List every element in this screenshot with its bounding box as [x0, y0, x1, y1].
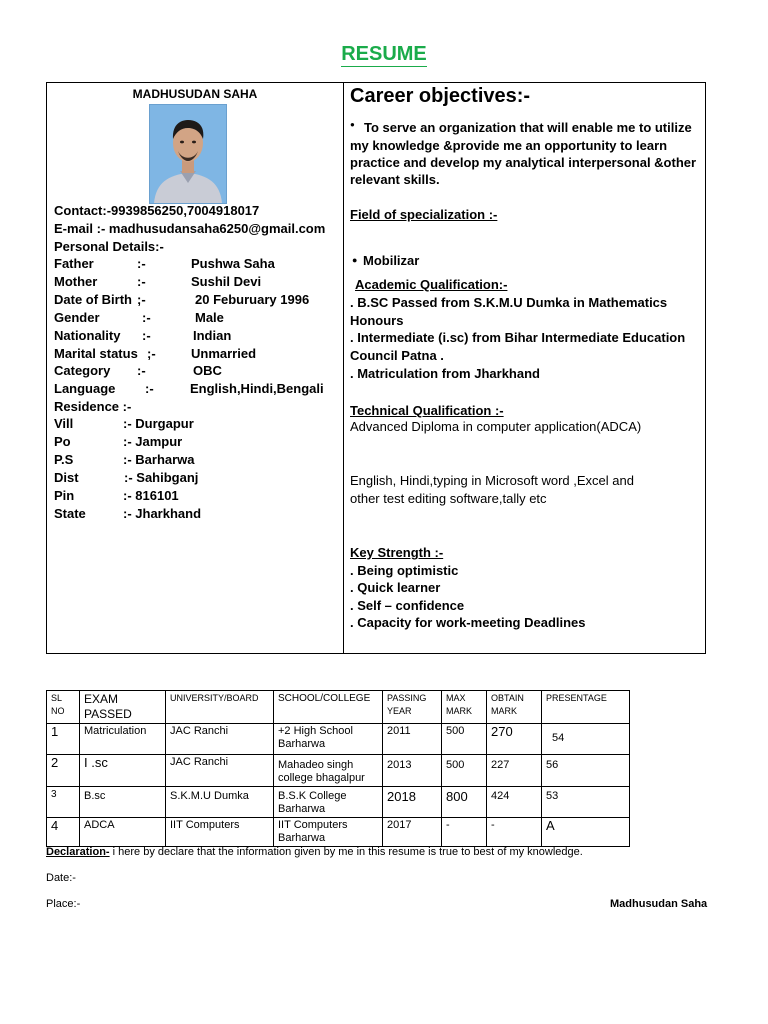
table-row — [47, 787, 630, 818]
strength-heading: Key Strength :- — [350, 545, 444, 560]
strength-item-4: . Capacity for work-meeting Deadlines — [350, 615, 586, 630]
academic-line-4: Council Patna . — [350, 348, 444, 363]
academic-line-3: . Intermediate (i.sc) from Bihar Intermediate Education — [350, 330, 686, 345]
cell-year: 2011 — [383, 724, 442, 755]
signature-name: Madhusudan Saha — [610, 898, 708, 910]
personal-separator: ;- — [137, 291, 146, 307]
residence-label-item: Po — [54, 433, 71, 449]
residence-value: :- Durgapur — [123, 416, 194, 431]
cell-school: B.S.K College Barharwa — [274, 787, 383, 818]
cell-sl: 1 — [47, 724, 80, 755]
cell-school: Mahadeo singh college bhagalpur — [274, 755, 383, 787]
career-objectives-heading: Career objectives:- — [350, 85, 531, 107]
declaration — [46, 846, 583, 858]
residence-value: :- Barharwa — [123, 451, 195, 467]
personal-label: Date of Birth — [54, 291, 132, 307]
strength-item-2: . Quick learner — [350, 580, 441, 595]
cell-school: IIT Computers Barharwa — [274, 818, 383, 847]
place-label: Place:- — [46, 898, 81, 910]
personal-value: 20 Feburuary 1996 — [195, 291, 310, 307]
academic-line-5: . Matriculation from Jharkhand — [350, 366, 540, 381]
residence-value: :- Jharkhand — [123, 505, 202, 521]
cell-board: S.K.M.U Dumka — [166, 787, 274, 818]
specialization-item: Mobilizar — [363, 253, 420, 268]
personal-value: Unmarried — [191, 345, 257, 361]
resume-title-text: RESUME — [341, 43, 427, 65]
skills-line-1: English, Hindi,typing in Microsoft word ,Excel and — [350, 473, 634, 488]
personal-value: Indian — [193, 327, 232, 343]
declaration-text: i here by declare that the information given by me in this resume is true to best of my knowledge. — [109, 846, 583, 858]
residence-value: :- 816101 — [123, 487, 179, 503]
cell-exam: Matriculation — [80, 724, 166, 755]
residence-label-item: Dist — [54, 469, 79, 485]
residence-value: :- Jampur — [123, 433, 183, 449]
residence-label-item: State — [54, 505, 86, 521]
technical-line: Advanced Diploma in computer application(ADCA) — [350, 419, 642, 434]
residence-label-item: Pin — [54, 487, 75, 503]
cell-percent: A — [542, 818, 630, 847]
career-line-4: relevant skills. — [350, 172, 440, 187]
personal-value: Sushil Devi — [191, 273, 262, 289]
profile-photo — [149, 104, 227, 204]
table-row — [47, 755, 630, 787]
candidate-name: MADHUSUDAN SAHA — [132, 87, 258, 101]
personal-label: Language — [54, 381, 116, 397]
cell-year: 2013 — [383, 755, 442, 787]
strength-item-1: . Being optimistic — [350, 563, 459, 578]
cell-max: 500 — [442, 724, 487, 755]
date-label: Date:- — [46, 872, 76, 884]
bullet-icon: ● — [350, 120, 355, 129]
personal-label: Category — [54, 363, 111, 379]
cell-percent: 54 — [542, 724, 630, 755]
header-percentage: PRESENTAGE — [542, 691, 630, 724]
personal-label: Gender — [54, 309, 100, 325]
personal-separator: :- — [142, 327, 151, 343]
personal-details-label: Personal Details:- — [54, 239, 164, 254]
cell-max: 500 — [442, 755, 487, 787]
cell-sl: 3 — [47, 787, 80, 818]
table-row — [47, 724, 630, 755]
academic-line-1: . B.SC Passed from S.K.M.U Dumka in Mathematics — [350, 295, 668, 310]
career-line-3: practice and develop my analytical interpersonal &other — [350, 155, 697, 170]
cell-year: 2018 — [383, 787, 442, 818]
personal-label: Father — [54, 256, 94, 271]
career-line-1: To serve an organization that will enable me to utilize — [364, 120, 692, 135]
contact-phone: Contact:-9939856250,7004918017 — [54, 203, 260, 218]
header-sl-no: SL NO — [47, 691, 80, 724]
cell-obtain: 424 — [487, 787, 542, 818]
residence-label-item: Vill — [54, 416, 74, 431]
personal-value: Pushwa Saha — [191, 256, 275, 271]
cell-exam: I .sc — [80, 755, 166, 787]
residence-value: :- Sahibganj — [124, 469, 199, 485]
skills-line-2: other test editing software,tally etc — [350, 491, 547, 506]
cell-obtain: - — [487, 818, 542, 847]
cell-school: +2 High School Barharwa — [274, 724, 383, 755]
cell-sl: 4 — [47, 818, 80, 847]
bullet-icon: ● — [352, 255, 358, 265]
cell-obtain: 270 — [487, 724, 542, 755]
header-exam-passed: EXAM PASSED — [80, 691, 166, 724]
declaration-label: Declaration- — [46, 846, 110, 858]
personal-separator: ;- — [147, 345, 156, 361]
strength-item-3: . Self – confidence — [350, 598, 465, 613]
education-table — [46, 690, 630, 847]
cell-percent: 53 — [542, 787, 630, 818]
technical-heading: Technical Qualification :- — [350, 403, 504, 418]
residence-label: Residence :- — [54, 399, 132, 414]
cell-year: 2017 — [383, 818, 442, 847]
cell-max: - — [442, 818, 487, 847]
personal-value: English,Hindi,Bengali — [190, 381, 324, 397]
header-university: UNIVERSITY/BOARD — [166, 691, 274, 724]
table-header-row — [47, 691, 630, 724]
personal-value: Male — [195, 309, 224, 325]
cell-board: IIT Computers — [166, 818, 274, 847]
header-school: SCHOOL/COLLEGE — [274, 691, 383, 724]
personal-label: Marital status — [54, 345, 138, 361]
personal-separator: :- — [137, 256, 146, 271]
personal-label: Mother — [54, 273, 98, 289]
contact-email: E-mail :- madhusudansaha6250@gmail.com — [54, 221, 326, 236]
personal-label: Nationality — [54, 327, 121, 343]
career-line-2: my knowledge &provide me an opportunity to learn — [350, 138, 668, 153]
resume-title — [0, 43, 768, 66]
personal-separator: :- — [145, 381, 154, 397]
cell-board: JAC Ranchi — [166, 724, 274, 755]
personal-separator: :- — [142, 309, 151, 325]
header-obtain-mark: OBTAIN MARK — [487, 691, 542, 724]
specialization-heading: Field of specialization :- — [350, 207, 498, 222]
column-divider — [343, 82, 344, 653]
table-row — [47, 818, 630, 847]
academic-line-2: Honours — [350, 313, 404, 328]
personal-value: OBC — [193, 363, 222, 379]
cell-obtain: 227 — [487, 755, 542, 787]
cell-max: 800 — [442, 787, 487, 818]
header-passing-year: PASSING YEAR — [383, 691, 442, 724]
residence-label-item: P.S — [54, 451, 74, 467]
header-max-mark: MAX MARK — [442, 691, 487, 724]
cell-exam: ADCA — [80, 818, 166, 847]
cell-percent: 56 — [542, 755, 630, 787]
cell-sl: 2 — [47, 755, 80, 787]
cell-exam: B.sc — [80, 787, 166, 818]
person-photo-icon — [150, 105, 226, 203]
cell-board: JAC Ranchi — [166, 755, 274, 787]
academic-heading: Academic Qualification:- — [355, 277, 508, 292]
personal-separator: :- — [137, 273, 146, 289]
personal-separator: :- — [137, 363, 146, 379]
